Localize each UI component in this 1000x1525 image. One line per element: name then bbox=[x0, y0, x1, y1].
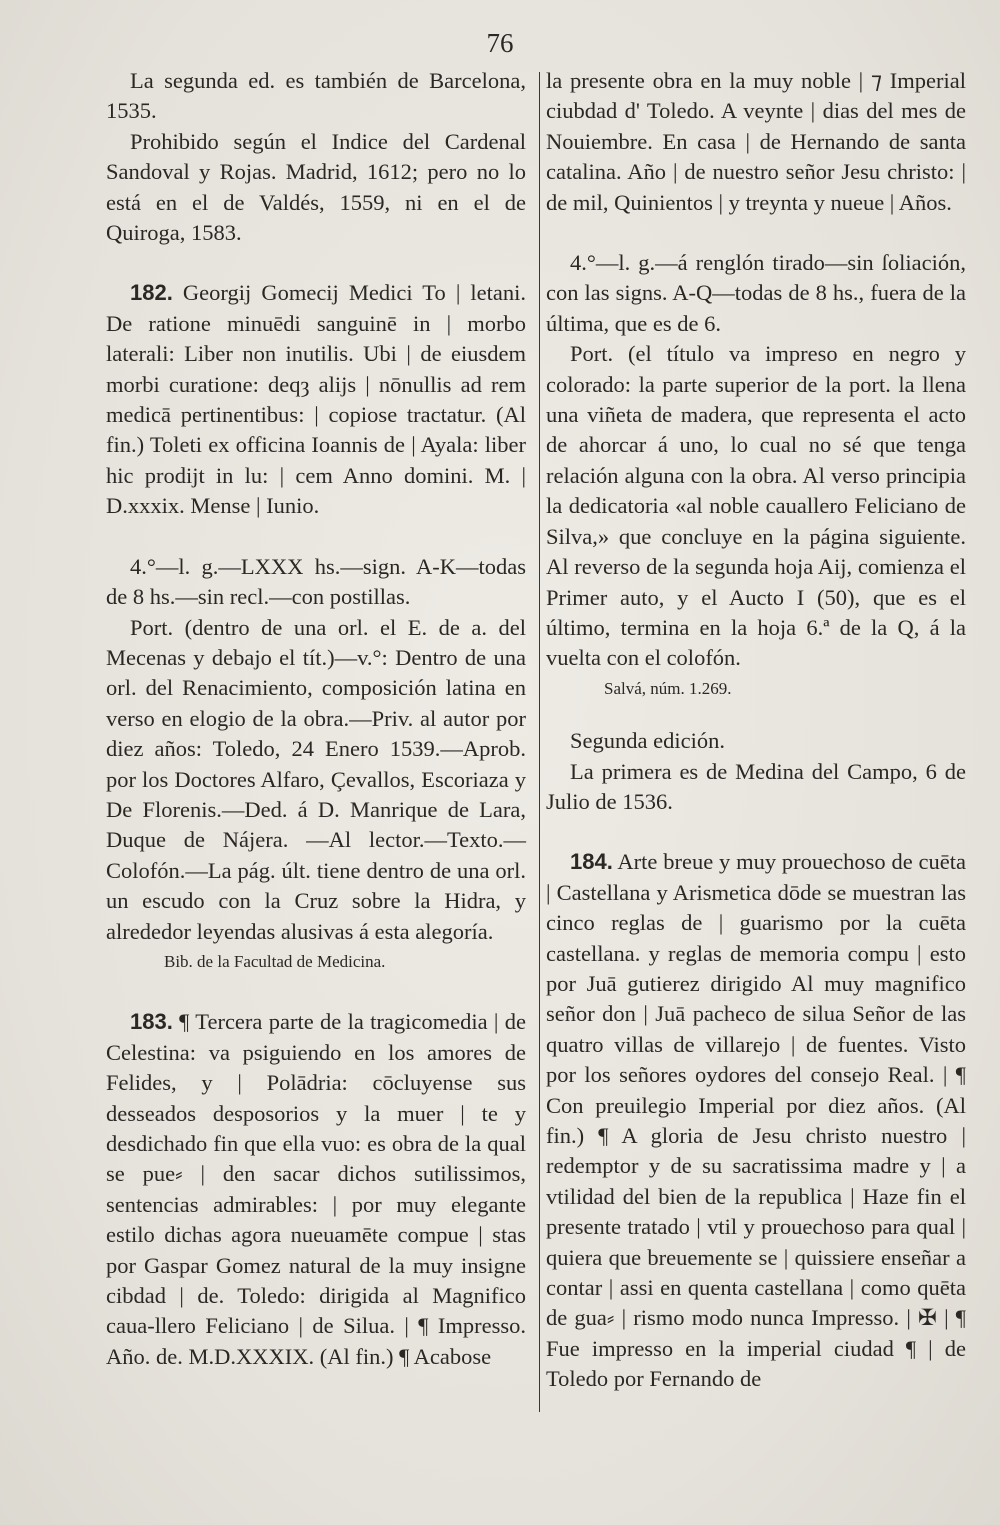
entry-title: Arte breue y muy prouechoso de cuēta | Castellana y Arismetica dōde se muestran las cinco reglas de | guarismo por la cuēta castellana. y reglas de memoria compu | esto por Juā gutierez dirigido Al muy magnifico señor don | Juā pacheco de silua Señor de las quatro villas de villarejo | de fuentes. Visto por los señores oydores del consejo Real. | ¶ Con preuilegio Imperial por diez años. (Al fin.) ¶ A gloria de Jesu christo nuestro | redemptor y de su sacratissima madre y | a vtilidad del bien de la republica | Haze fin el presente tratado | vtil y prouechoso para qual | quiera que breuemente se | quissiere enseñar a contar | assi en quenta castellana | como quēta de gua⸗ | rismo modo nunca Impresso. | ✠ | ¶ Fue impresso en la imperial ciudad ¶ | de Toledo por Fernando de bbox=[546, 849, 966, 1392]
catalog-entry bbox=[546, 847, 966, 1394]
catalog-entry bbox=[106, 278, 526, 521]
body-paragraph: 4.°—l. g.—á renglón tirado—sin ſoliación, con las signs. A-Q—todas de 8 hs., fuera de la última, que es de 6. bbox=[546, 250, 966, 336]
body-paragraph: Segunda edición. bbox=[570, 728, 725, 754]
paragraph-spacer bbox=[106, 248, 526, 278]
source-citation: Bib. de la Facultad de Medicina. bbox=[164, 951, 386, 971]
page-number: 76 bbox=[486, 28, 514, 58]
body-paragraph: Port. (el título va impreso en negro y colorado: la parte superior de la port. la llena una viñeta de madera, que representa el acto de ahorcar á uno, lo cual no sé que tenga relación alguna con la obra. Al verso principia la dedicatoria «al noble cauallero Feliciano de Silva,» que concluye en la página siguiente. Al reverso de la segunda hoja Aij, comienza el Primer auto, y el Aucto I (50), que es el último, termina en la hoja 6.ª de la Q, á la vuelta con el colofón. bbox=[546, 341, 966, 671]
left-column bbox=[106, 66, 526, 1372]
paragraph-spacer bbox=[106, 977, 526, 1007]
body-paragraph: La segunda ed. es también de Barcelona, 1535. bbox=[106, 68, 526, 124]
catalog-entry bbox=[106, 1007, 526, 1372]
right-column bbox=[546, 66, 966, 1395]
source-citation: Salvá, núm. 1.269. bbox=[604, 678, 732, 698]
paragraph-spacer bbox=[546, 218, 966, 248]
entry-title: Georgij Gomecij Medici To | letani. De ratione minuēdi sanguinē in | morbo laterali: Liber non inutilis. Ubi | de eiusdem morbi curatione: deqȝ alijs | nōnullis ad rem medicā pertinentibus: | copiose tractatur. (Al fin.) Toleti ex officina Ioannis de | Ayala: liber hic prodijt in lu: | cem Anno domini. M. | D.xxxix. Mense | Iunio. bbox=[106, 280, 527, 519]
entry-number: 183. bbox=[130, 1009, 173, 1035]
paragraph-spacer bbox=[106, 522, 526, 552]
body-paragraph: 4.°—l. g.—LXXX hs.—sign. A-K—todas de 8 hs.—sin recl.—con postillas. bbox=[106, 553, 526, 610]
body-paragraph: la presente obra en la muy noble | ⁊ Imperial ciubdad d' Toledo. A veynte | dias del mes de Nouiembre. En casa | de Hernando de santa catalina. Año | de nuestro señor Jesu christo: | de mil, Quinientos | y treynta y nueue | Años. bbox=[546, 68, 966, 215]
entry-number: 184. bbox=[570, 849, 613, 875]
entry-number: 182. bbox=[130, 280, 173, 306]
paragraph-spacer bbox=[546, 817, 966, 847]
entry-title: ¶ Tercera parte de la tragicomedia | de Celestina: va psiguiendo en los amores de Felides, y | Polādria: cōcluyense sus desseados desposorios y la muer | te y desdichado fin que ella vuo: es obra de la qual se pue⸗ | den sacar dichos sutilissimos, sentencias admirables: | por muy elegante estilo dichas agora nueuamēte compue | stas por Gaspar Gomez natural de la muy insigne cibdad | de. Toledo: dirigida al Magnifico caua-llero Feliciano | de Silua. | ¶ Impresso. Año. de. M.D.XXXIX. (Al fin.) ¶ Acabose bbox=[106, 1009, 527, 1369]
body-paragraph: Prohibido según el Indice del Cardenal Sandoval y Rojas. Madrid, 1612; pero no lo está en el de Valdés, 1559, ni en el de Quiroga, 1583. bbox=[106, 128, 526, 246]
body-paragraph: La primera es de Medina del Campo, 6 de Julio de 1536. bbox=[546, 758, 966, 814]
paragraph-spacer bbox=[546, 704, 966, 726]
body-paragraph: Port. (dentro de una orl. el E. de a. del Mecenas y debajo el tít.)—v.°: Dentro de una orl. del Renacimiento, composición latina en verso en elogio de la obra.—Priv. al autor por diez años: Toledo, 24 Enero 1539.—Aprob. por los Doctores Alfaro, Çevallos, Escoriaza y De Florenis.—Ded. á D. Manrique de Lara, Duque de Nájera. —Al lector.—Texto.—Colofón.—La pág. últ. tiene dentro de una orl. un escudo con la Cruz sobre la Hidra, y alrededor leyendas alusivas á esta alegoría. bbox=[106, 614, 526, 944]
column-divider bbox=[539, 72, 540, 1412]
